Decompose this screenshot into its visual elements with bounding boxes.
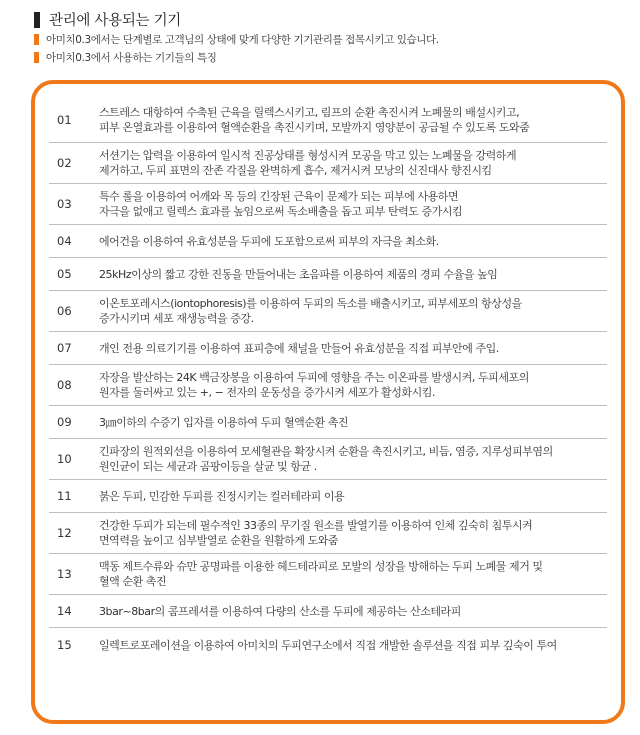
device-description: 건강한 두피가 되는데 필수적인 33종의 무기질 원소를 발열기를 이용하여 인체 깊숙히 침투시켜 면역력을 높이고 심부발열로 순환을 원활하게 도와줌 xyxy=(99,519,533,547)
device-number: 06 xyxy=(57,304,72,318)
bullet-marker xyxy=(34,52,39,63)
device-list-box xyxy=(31,80,625,724)
device-number: 10 xyxy=(57,452,72,466)
device-row xyxy=(49,513,607,554)
device-description: 붉은 두피, 민감한 두피를 진정시키는 컬러테라피 이용 xyxy=(99,489,345,503)
device-row xyxy=(49,184,607,225)
device-row xyxy=(49,595,607,628)
device-row xyxy=(49,98,607,143)
device-table xyxy=(49,98,607,662)
device-row xyxy=(49,554,607,595)
intro-text-2: 아미치0.3에서 사용하는 기기들의 특징 xyxy=(46,52,217,64)
device-row xyxy=(49,365,607,406)
device-row xyxy=(49,258,607,291)
device-number: 04 xyxy=(57,234,72,248)
device-number: 03 xyxy=(57,197,72,211)
section-heading xyxy=(34,9,181,30)
device-number: 13 xyxy=(57,567,72,581)
device-description: 이온토포레시스(iontophoresis)를 이용하여 두피의 독소를 배출시키고, 피부세포의 항상성을 증가시키며 세포 재생능력을 증강. xyxy=(99,297,522,325)
device-description: 에어건을 이용하여 유효성분을 두피에 도포함으로써 피부의 자극을 최소화. xyxy=(99,234,439,248)
device-description: 긴파장의 원적외선을 이용하여 모세혈관을 확장시켜 순환을 촉진시키고, 비듬, 염증, 지루성피부염의 원인균이 되는 세균과 곰팡이등을 살균 및 항균 . xyxy=(99,445,553,473)
device-number: 08 xyxy=(57,378,72,392)
device-number: 14 xyxy=(57,604,72,618)
device-number: 01 xyxy=(57,113,72,127)
device-row xyxy=(49,406,607,439)
device-number: 09 xyxy=(57,415,72,429)
intro-text-1: 아미치0.3에서는 단계별로 고객님의 상태에 맞게 다양한 기기관리를 접목시키고 있습니다. xyxy=(46,34,439,46)
device-description: 자장을 발산하는 24K 백금장봉을 이용하여 두피에 영향을 주는 이온파를 발생시켜, 두피세포의 원자를 둘러싸고 있는 +, − 전자의 운동성을 증가시켜 세포가 활성화시킴. xyxy=(99,371,529,399)
device-description: 서션기는 압력을 이용하여 일시적 진공상태를 형성시켜 모공을 막고 있는 노폐물을 강력하게 제거하고, 두피 표면의 잔존 각질을 완벽하게 흡수, 제거시켜 모낭의 신진대사 향진시킴 xyxy=(99,149,517,177)
device-number: 11 xyxy=(57,489,72,503)
device-description: 25kHz이상의 짧고 강한 진동을 만들어내는 초음파를 이용하여 제품의 경피 수율을 높임 xyxy=(99,267,498,281)
device-row xyxy=(49,332,607,365)
device-row xyxy=(49,225,607,258)
device-number: 07 xyxy=(57,341,72,355)
intro-line-2 xyxy=(34,50,216,65)
device-row xyxy=(49,628,607,662)
device-description: 3㎛이하의 수증기 입자를 이용하여 두피 혈액순환 촉진 xyxy=(99,415,349,429)
device-row xyxy=(49,439,607,480)
device-number: 05 xyxy=(57,267,72,281)
device-row xyxy=(49,480,607,513)
device-description: 3bar~8bar의 콤프레셔를 이용하여 다량의 산소를 두피에 제공하는 산소테라피 xyxy=(99,604,461,618)
device-description: 개인 전용 의료기기를 이용하여 표피층에 채널을 만들어 유효성분을 직접 피부안에 주입. xyxy=(99,341,499,355)
device-number: 12 xyxy=(57,526,72,540)
device-description: 일렉트로포레이션을 이용하여 아미치의 두피연구소에서 직접 개발한 솔루션을 직접 피부 깊숙이 투여 xyxy=(99,638,557,652)
heading-title: 관리에 사용되는 기기 xyxy=(49,13,181,29)
heading-marker xyxy=(34,12,40,28)
device-row xyxy=(49,291,607,332)
device-row xyxy=(49,143,607,184)
device-description: 맥동 제트수류와 슈만 공명파를 이용한 헤드테라피로 모발의 성장을 방해하는 두피 노폐물 제거 및 혈액 순환 촉진 xyxy=(99,560,543,588)
device-number: 02 xyxy=(57,156,72,170)
intro-line-1 xyxy=(34,32,439,47)
device-description: 스트레스 대항하여 수축된 근육을 릴렉스시키고, 림프의 순환 촉진시켜 노폐물의 배설시키고, 피부 온열효과를 이용하여 혈액순환을 촉진시키며, 모발까지 영양분이 공급될 수 있도록 도와줌 xyxy=(99,106,530,134)
device-number: 15 xyxy=(57,638,72,652)
bullet-marker xyxy=(34,34,39,45)
device-description: 특수 롤을 이용하여 어깨와 목 등의 긴장된 근육이 문제가 되는 피부에 사용하면 자극을 없애고 릴렉스 효과를 높임으로써 독소배출을 돕고 피부 탄력도 증가시킴 xyxy=(99,190,463,218)
